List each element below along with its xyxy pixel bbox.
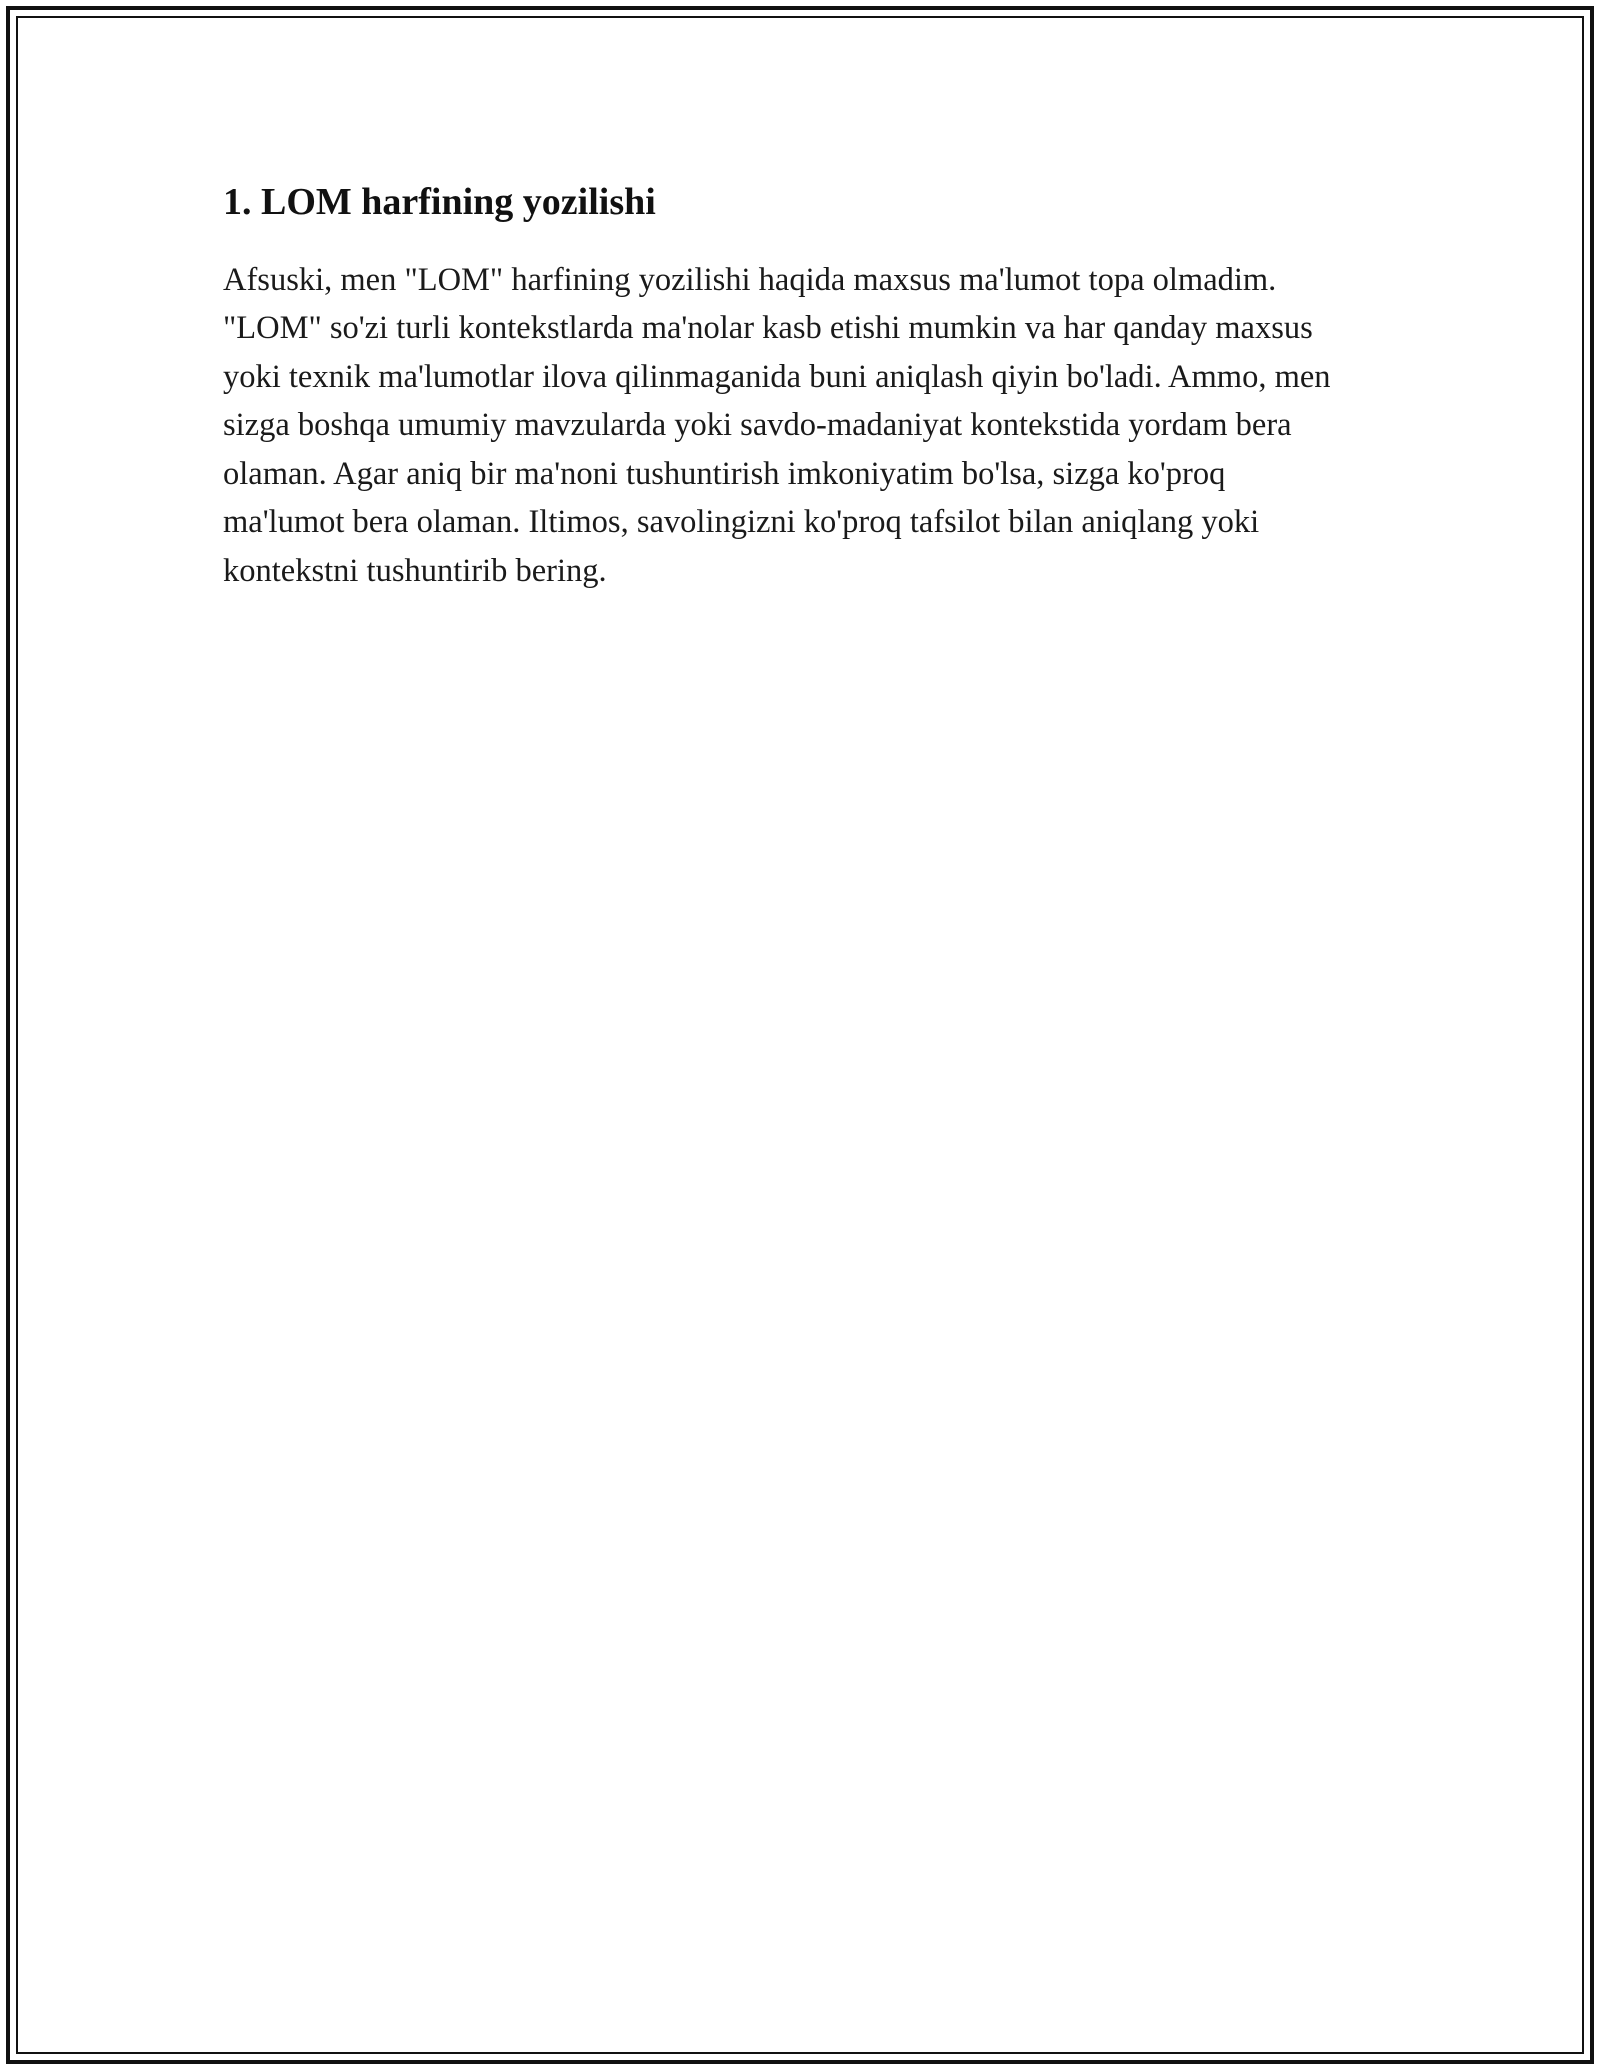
section-body-paragraph: Afsuski, men "LOM" harfining yozilishi haqida maxsus ma'lumot topa olmadim. "LOM" so'zi turli kontekstlarda ma'nolar kasb etishi mumkin va har qanday maxsus yoki texnik ma'lumotlar ilova qilinmaganida buni aniqlash qiyin bo'ladi. Ammo, men sizga boshqa umumiy mavzularda yoki savdo-madaniyat kontekstida yordam bera olaman. Agar aniq bir ma'noni tushuntirish imkoniyatim bo'lsa, sizga ko'proq ma'lumot bera olaman. Iltimos, savolingizni ko'proq tafsilot bilan aniqlang yoki kontekstni tushuntirib bering. [223, 261, 1331, 589]
section-heading: 1. LOM harfining yozilishi [223, 181, 656, 223]
document-content [223, 180, 1353, 595]
